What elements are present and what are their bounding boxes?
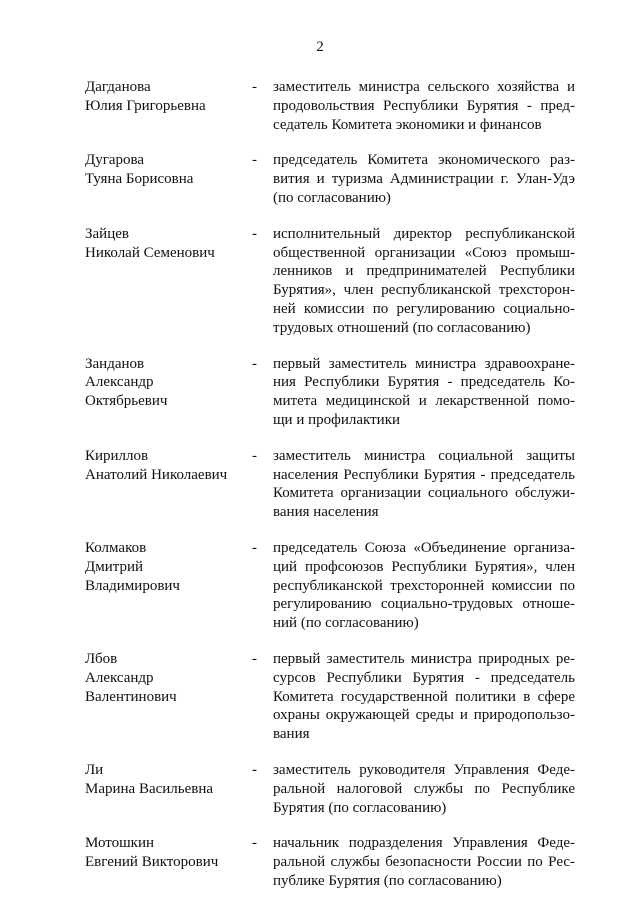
member-dash: - <box>252 835 257 852</box>
member-name <box>85 650 252 744</box>
member-dash: - <box>252 761 257 778</box>
member-name-line: Владимирович <box>85 577 180 594</box>
member-name <box>85 447 252 522</box>
member-role-line: охраны окружающей среды и природопользо- <box>273 707 575 724</box>
member-role-line: Бурятия», член республиканской трехсторон- <box>273 282 575 299</box>
member-name <box>85 355 252 430</box>
member-entry <box>85 225 575 338</box>
member-role-line: ральной службы безопасности России по Рес- <box>273 854 575 871</box>
member-role <box>273 447 575 522</box>
member-role <box>273 834 575 890</box>
member-role-line: Комитета государственной политики в сфере <box>273 688 575 705</box>
member-entry <box>85 650 575 744</box>
member-name <box>85 78 252 134</box>
member-name-line: Октябрьевич <box>85 393 168 410</box>
member-role-line: первый заместитель министра здравоохране- <box>273 355 575 372</box>
member-role-line: (по согласованию) <box>273 189 391 206</box>
member-name-line: Юлия Григорьевна <box>85 97 206 114</box>
member-role-line: вания <box>273 726 310 743</box>
member-role <box>273 761 575 817</box>
member-role-line: публике Бурятия (по согласованию) <box>273 872 502 889</box>
member-name-line: Александр <box>85 374 154 391</box>
member-name-line: Зайцев <box>85 225 129 242</box>
member-dash: - <box>252 539 257 556</box>
member-name <box>85 225 252 338</box>
member-dash: - <box>252 225 257 242</box>
member-name-line: Ли <box>85 761 104 778</box>
member-name-line: Евгений Викторович <box>85 854 219 871</box>
member-role <box>273 539 575 633</box>
member-role <box>273 151 575 207</box>
member-entry <box>85 834 575 890</box>
member-name <box>85 834 252 890</box>
member-role-line: республиканской трехсторонней комиссии по <box>273 577 575 594</box>
member-role-line: Комитета организации социального обслужи- <box>273 485 575 502</box>
member-role-line: первый заместитель министра природных ре- <box>273 650 575 667</box>
member-dash: - <box>252 355 257 372</box>
member-role-line: вития и туризма Администрации г. Улан-Удэ <box>273 171 575 188</box>
member-name <box>85 151 252 207</box>
member-role-line: начальник подразделения Управления Феде- <box>273 835 575 852</box>
member-role <box>273 225 575 338</box>
member-role-line: вания населения <box>273 504 379 521</box>
member-entry <box>85 761 575 817</box>
member-dash: - <box>252 79 257 95</box>
member-list <box>85 78 575 891</box>
member-name-line: Валентинович <box>85 688 177 705</box>
member-entry <box>85 151 575 207</box>
member-role-line: сурсов Республики Бурятия - председатель <box>273 669 575 686</box>
member-role-line: Бурятия (по согласованию) <box>273 799 447 816</box>
member-name-line: Колмаков <box>85 539 147 556</box>
member-role <box>273 650 575 744</box>
member-dash: - <box>252 152 257 169</box>
member-name-line: Анатолий Николаевич <box>85 466 228 483</box>
member-role-line: председатель Союза «Объединение организа- <box>273 539 575 556</box>
member-dash: - <box>252 447 257 464</box>
member-name-line: Лбов <box>85 650 118 667</box>
member-name-line: Занданов <box>85 355 145 372</box>
member-role-line: председатель Комитета экономического раз- <box>273 152 575 169</box>
member-name-line: Марина Васильевна <box>85 780 214 797</box>
member-name-line: Дмитрий <box>85 558 144 575</box>
member-role-line: заместитель руководителя Управления Феде- <box>273 761 575 778</box>
member-role <box>273 78 575 134</box>
member-role-line: населения Республики Бурятия - председатель <box>273 466 575 483</box>
member-role-line: ральной налоговой службы по Республике <box>273 780 575 797</box>
member-role-line: регулированию социально-трудовых отноше- <box>273 596 575 613</box>
member-name-line: Кириллов <box>85 447 149 464</box>
member-entry <box>85 447 575 522</box>
member-name-line: Николай Семенович <box>85 244 215 261</box>
member-entry <box>85 78 575 134</box>
member-entry <box>85 539 575 633</box>
member-role-line: ленников и предпринимателей Республики <box>273 263 575 280</box>
member-role-line: продовольствия Республики Бурятия - пред- <box>273 97 575 114</box>
member-role-line: ций профсоюзов Республики Бурятия», член <box>273 558 575 575</box>
member-role-line: ний (по согласованию) <box>273 615 419 632</box>
member-name <box>85 761 252 817</box>
member-role-line: ния Республики Бурятия - председатель Ко- <box>273 374 575 391</box>
member-role-line: исполнительный директор республиканской <box>273 225 575 242</box>
member-role-line: трудовых отношений (по согласованию) <box>273 319 531 336</box>
member-name-line: Дугарова <box>85 152 145 169</box>
member-role-line: митета медицинской и лекарственной помо- <box>273 393 575 410</box>
member-name-line: Александр <box>85 669 154 686</box>
member-role-line: заместитель министра социальной защиты <box>273 447 575 464</box>
member-role-line: седатель Комитета экономики и финансов <box>273 116 542 133</box>
member-entry <box>85 355 575 430</box>
member-name-line: Туяна Борисовна <box>85 171 194 188</box>
member-name-line: Дагданова <box>85 79 151 95</box>
member-dash: - <box>252 650 257 667</box>
member-role-line: общественной организации «Союз промыш- <box>273 244 575 261</box>
member-name <box>85 539 252 633</box>
page-number: 2 <box>316 39 324 55</box>
member-role-line: заместитель министра сельского хозяйства и <box>273 79 575 95</box>
member-role-line: щи и профилактики <box>273 411 401 428</box>
member-role-line: ней комиссии по регулированию социально- <box>273 300 575 317</box>
member-name-line: Мотошкин <box>85 835 155 852</box>
member-role <box>273 355 575 430</box>
